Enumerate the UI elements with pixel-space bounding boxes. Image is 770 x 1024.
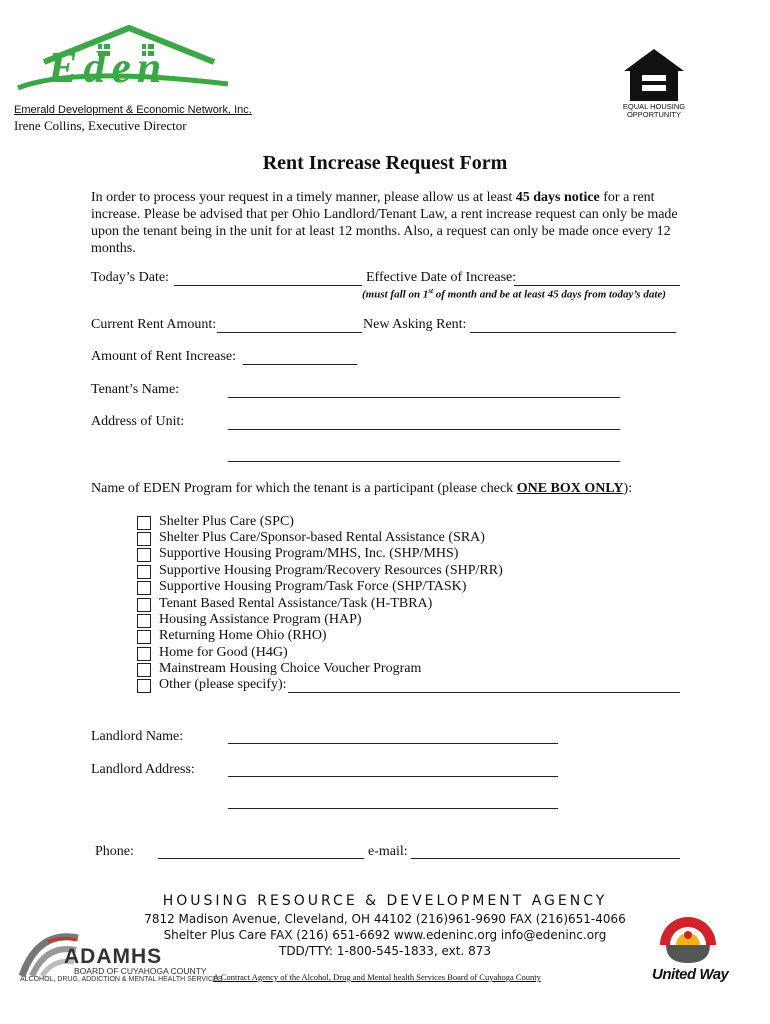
todays-date-field[interactable] xyxy=(174,285,362,286)
new-rent-field[interactable] xyxy=(470,332,676,333)
program-option-rho: Returning Home Ohio (RHO) xyxy=(159,628,327,643)
agency-address: 7812 Madison Avenue, Cleveland, OH 44102 (216)961-9690 FAX (216)651-4066 xyxy=(144,912,626,926)
agency-spc-contact: Shelter Plus Care FAX (216) 651-6692 www.edeninc.org info@edeninc.org xyxy=(163,928,607,942)
program-option-sra: Shelter Plus Care/Sponsor-based Rental Assistance (SRA) xyxy=(159,530,485,545)
program-question-suffix: ): xyxy=(623,481,633,496)
effective-date-label: Effective Date of Increase: xyxy=(366,270,517,285)
landlord-name-field[interactable] xyxy=(228,743,558,744)
program-checkbox-shp-rr[interactable] xyxy=(137,565,151,579)
adamhs-subtitle-2: ALCOHOL, DRUG, ADDICTION & MENTAL HEALTH SERVICES xyxy=(20,976,223,983)
program-option-spc: Shelter Plus Care (SPC) xyxy=(159,514,294,529)
director-name: Irene Collins, Executive Director xyxy=(14,118,187,133)
program-question-emphasis: ONE BOX ONLY xyxy=(516,481,624,496)
program-checkbox-rho[interactable] xyxy=(137,630,151,644)
effective-note-prefix: (must fall on 1 xyxy=(362,288,429,301)
page-title: Rent Increase Request Form xyxy=(262,152,508,174)
program-option-shp-mhs: Supportive Housing Program/MHS, Inc. (SHP/MHS) xyxy=(159,546,459,561)
adamhs-title: ADAMHS xyxy=(64,945,163,968)
program-checkbox-other[interactable] xyxy=(137,679,151,693)
program-option-h-tbra: Tenant Based Rental Assistance/Task (H-TBRA) xyxy=(159,596,433,611)
effective-date-field[interactable] xyxy=(514,285,680,286)
amount-increase-label: Amount of Rent Increase: xyxy=(91,349,237,364)
program-question xyxy=(91,481,632,497)
tenant-name-field[interactable] xyxy=(228,397,620,398)
amount-increase-field[interactable] xyxy=(243,364,357,365)
united-way-hand-icon xyxy=(656,905,720,967)
program-checkbox-hap[interactable] xyxy=(137,614,151,628)
address-field-line2[interactable] xyxy=(228,461,620,462)
new-rent-label: New Asking Rent: xyxy=(363,317,467,332)
adamhs-subtitle-1: BOARD OF CUYAHOGA COUNTY xyxy=(74,966,207,976)
united-way-wordmark: United Way xyxy=(652,966,729,983)
equal-housing-text: EQUAL HOUSING OPPORTUNITY xyxy=(622,102,686,119)
intro-text-2: for a rent increase. Please be advised that per Ohio Landlord/Tenant Law, a rent increase request can only be made upon the tenant being in the unit for at least 12 months. Also, a request can only be made once every 12 months. xyxy=(91,190,678,256)
equal-housing-icon xyxy=(622,47,686,103)
address-field-line1[interactable] xyxy=(228,429,620,430)
program-checkbox-shp-mhs[interactable] xyxy=(137,548,151,562)
program-checkbox-spc[interactable] xyxy=(137,516,151,530)
tenant-name-label: Tenant’s Name: xyxy=(91,382,180,397)
address-label: Address of Unit: xyxy=(91,414,185,429)
program-option-mainstream: Mainstream Housing Choice Voucher Program xyxy=(159,661,422,676)
program-checkbox-mainstream[interactable] xyxy=(137,663,151,677)
program-checkbox-h4g[interactable] xyxy=(137,647,151,661)
landlord-address-label: Landlord Address: xyxy=(91,762,195,777)
phone-label: Phone: xyxy=(95,844,134,859)
intro-text-1: In order to process your request in a timely manner, please allow us at least xyxy=(91,190,516,205)
program-option-other: Other (please specify): xyxy=(159,677,287,692)
contract-agency-note: A Contract Agency of the Alcohol, Drug and Mental health Services Board of Cuyahoga County xyxy=(213,972,541,982)
email-label: e-mail: xyxy=(368,844,408,859)
landlord-address-field-line2[interactable] xyxy=(228,808,558,809)
current-rent-label: Current Rent Amount: xyxy=(91,317,217,332)
landlord-address-field-line1[interactable] xyxy=(228,776,558,777)
org-name: Emerald Development & Economic Network, Inc. xyxy=(14,104,252,116)
agency-name: HOUSING RESOURCE & DEVELOPMENT AGENCY xyxy=(162,893,608,909)
program-checkbox-h-tbra[interactable] xyxy=(137,598,151,612)
program-checkbox-shp-task[interactable] xyxy=(137,581,151,595)
other-program-field[interactable] xyxy=(288,692,680,693)
effective-date-note xyxy=(362,287,666,301)
eden-logo-word: Eden xyxy=(48,43,168,92)
phone-field[interactable] xyxy=(158,858,364,859)
program-option-h4g: Home for Good (H4G) xyxy=(159,645,288,660)
program-option-hap: Housing Assistance Program (HAP) xyxy=(159,612,362,627)
landlord-name-label: Landlord Name: xyxy=(91,729,184,744)
todays-date-label: Today’s Date: xyxy=(91,270,169,285)
current-rent-field[interactable] xyxy=(217,332,362,333)
program-question-prefix: Name of EDEN Program for which the tenant is a participant (please check xyxy=(91,481,517,496)
united-way-logo xyxy=(656,905,720,967)
program-checkbox-sra[interactable] xyxy=(137,532,151,546)
intro-bold: 45 days notice xyxy=(515,190,600,205)
effective-note-suffix: of month and be at least 45 days from today’s date) xyxy=(433,288,666,301)
equal-housing-logo xyxy=(622,47,686,103)
agency-tdd: TDD/TTY: 1-800-545-1833, ext. 873 xyxy=(278,944,491,958)
effective-note-sup: st xyxy=(428,287,433,295)
program-option-shp-rr: Supportive Housing Program/Recovery Resources (SHP/RR) xyxy=(159,563,503,578)
email-field[interactable] xyxy=(411,858,680,859)
intro-paragraph xyxy=(91,189,681,257)
program-option-shp-task: Supportive Housing Program/Task Force (SHP/TASK) xyxy=(159,579,467,594)
